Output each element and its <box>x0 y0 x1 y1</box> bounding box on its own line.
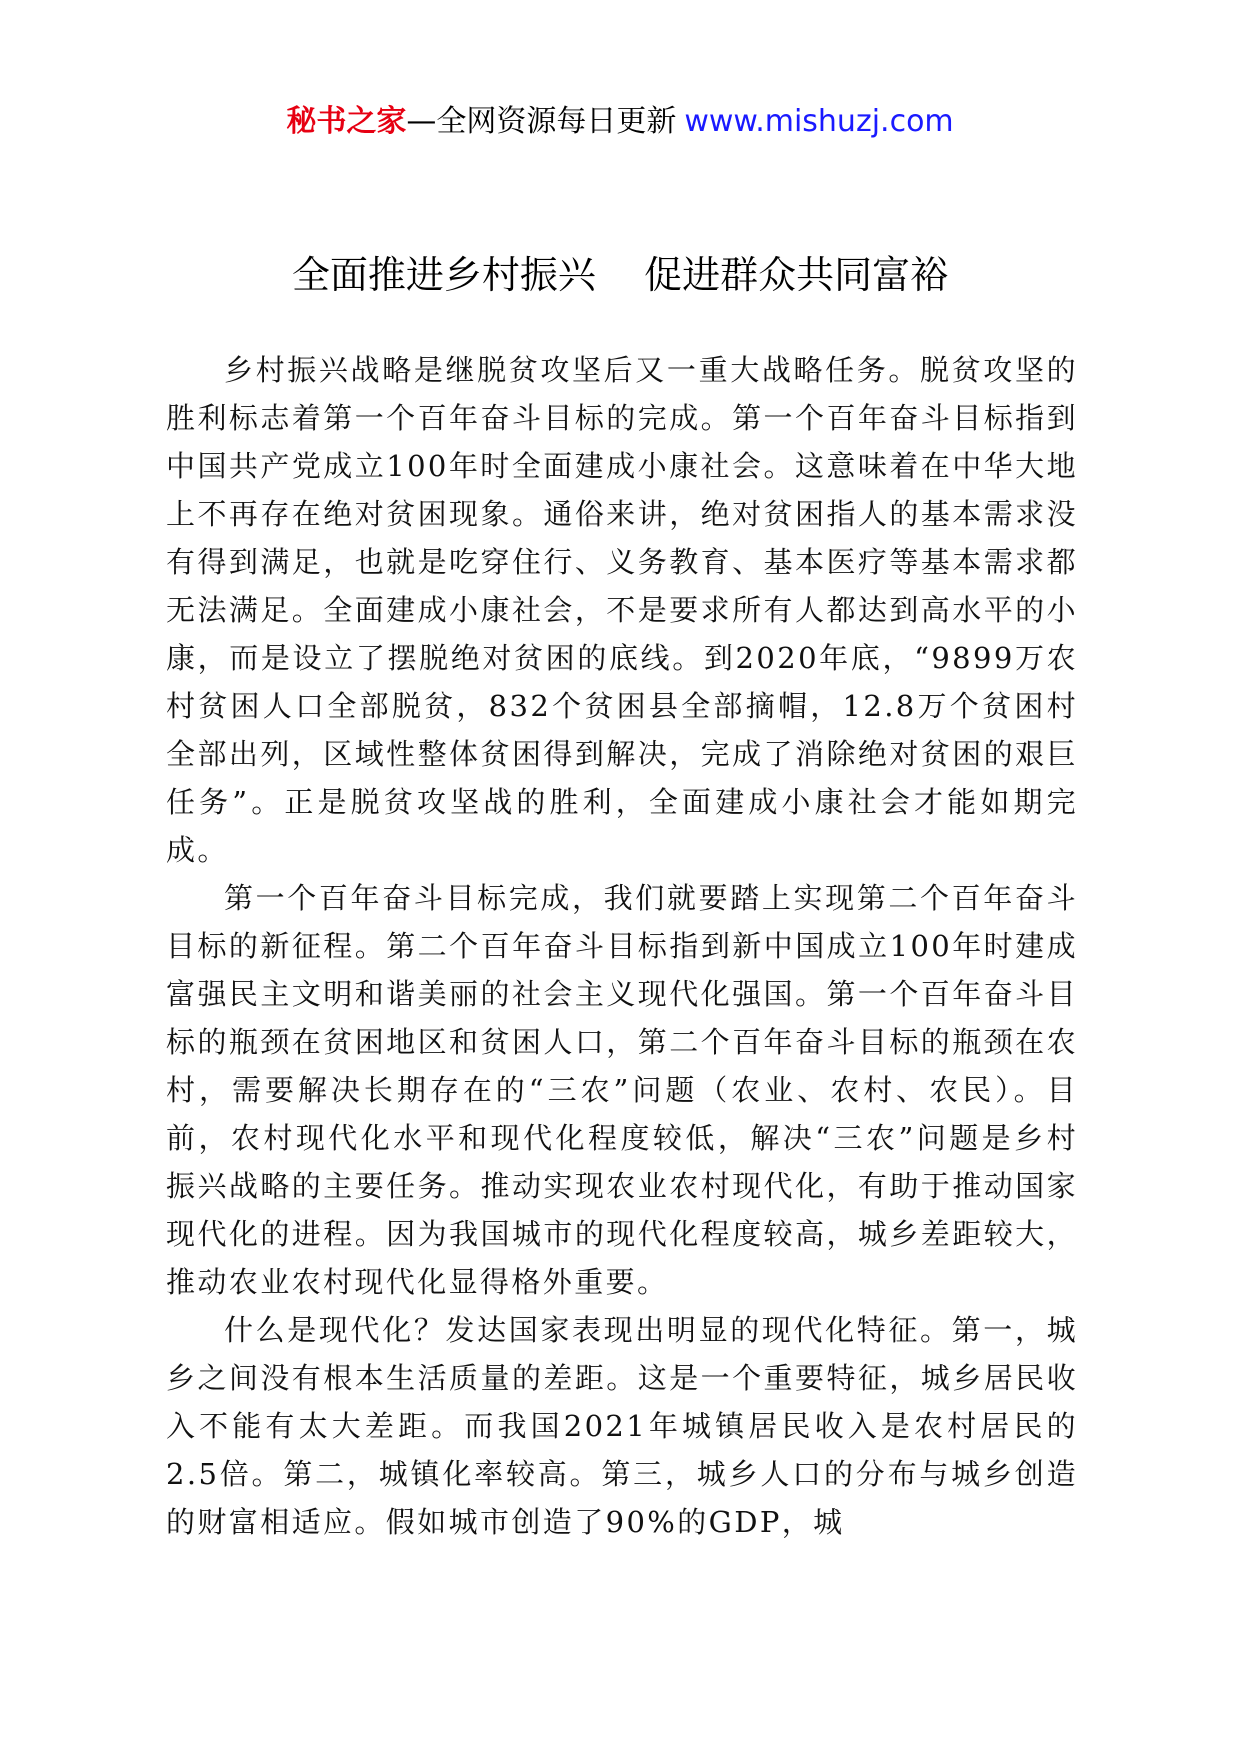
body-paragraph: 乡村振兴战略是继脱贫攻坚后又一重大战略任务。脱贫攻坚的胜利标志着第一个百年奋斗目标的完成。第一个百年奋斗目标指到中国共产党成立100年时全面建成小康社会。这意味着在中华大地上不再存在绝对贫困现象。通俗来讲，绝对贫困指人的基本需求没有得到满足，也就是吃穿住行、义务教育、基本医疗等基本需求都无法满足。全面建成小康社会，不是要求所有人都达到高水平的小康，而是设立了摆脱绝对贫困的底线。到2020年底，“9899万农村贫困人口全部脱贫，832个贫困县全部摘帽，12.8万个贫困村全部出列，区域性整体贫困得到解决，完成了消除绝对贫困的艰巨任务”。正是脱贫攻坚战的胜利，全面建成小康社会才能如期完成。 <box>166 353 1078 867</box>
header-tagline: —全网资源每日更新 <box>406 104 677 139</box>
brand-name: 秘书之家 <box>286 104 407 139</box>
site-header <box>0 100 1240 144</box>
document-title: 全面推进乡村振兴 促进群众共同富裕 <box>291 253 949 297</box>
body-paragraph: 什么是现代化？发达国家表现出明显的现代化特征。第一，城乡之间没有根本生活质量的差距。这是一个重要特征，城乡居民收入不能有太大差距。而我国2021年城镇居民收入是农村居民的2.5倍。第二，城镇化率较高。第三，城乡人口的分布与城乡创造的财富相适应。假如城市创造了90%的GDP，城 <box>166 1313 1078 1539</box>
site-url-link[interactable]: www.mishuzj.com <box>684 104 954 139</box>
document-body <box>166 346 1078 1546</box>
body-paragraph: 第一个百年奋斗目标完成，我们就要踏上实现第二个百年奋斗目标的新征程。第二个百年奋斗目标指到新中国成立100年时建成富强民主文明和谐美丽的社会主义现代化强国。第一个百年奋斗目标的瓶颈在贫困地区和贫困人口，第二个百年奋斗目标的瓶颈在农村，需要解决长期存在的“三农”问题（农业、农村、农民）。目前，农村现代化水平和现代化程度较低，解决“三农”问题是乡村振兴战略的主要任务。推动实现农业农村现代化，有助于推动国家现代化的进程。因为我国城市的现代化程度较高，城乡差距较大，推动农业农村现代化显得格外重要。 <box>166 881 1078 1299</box>
